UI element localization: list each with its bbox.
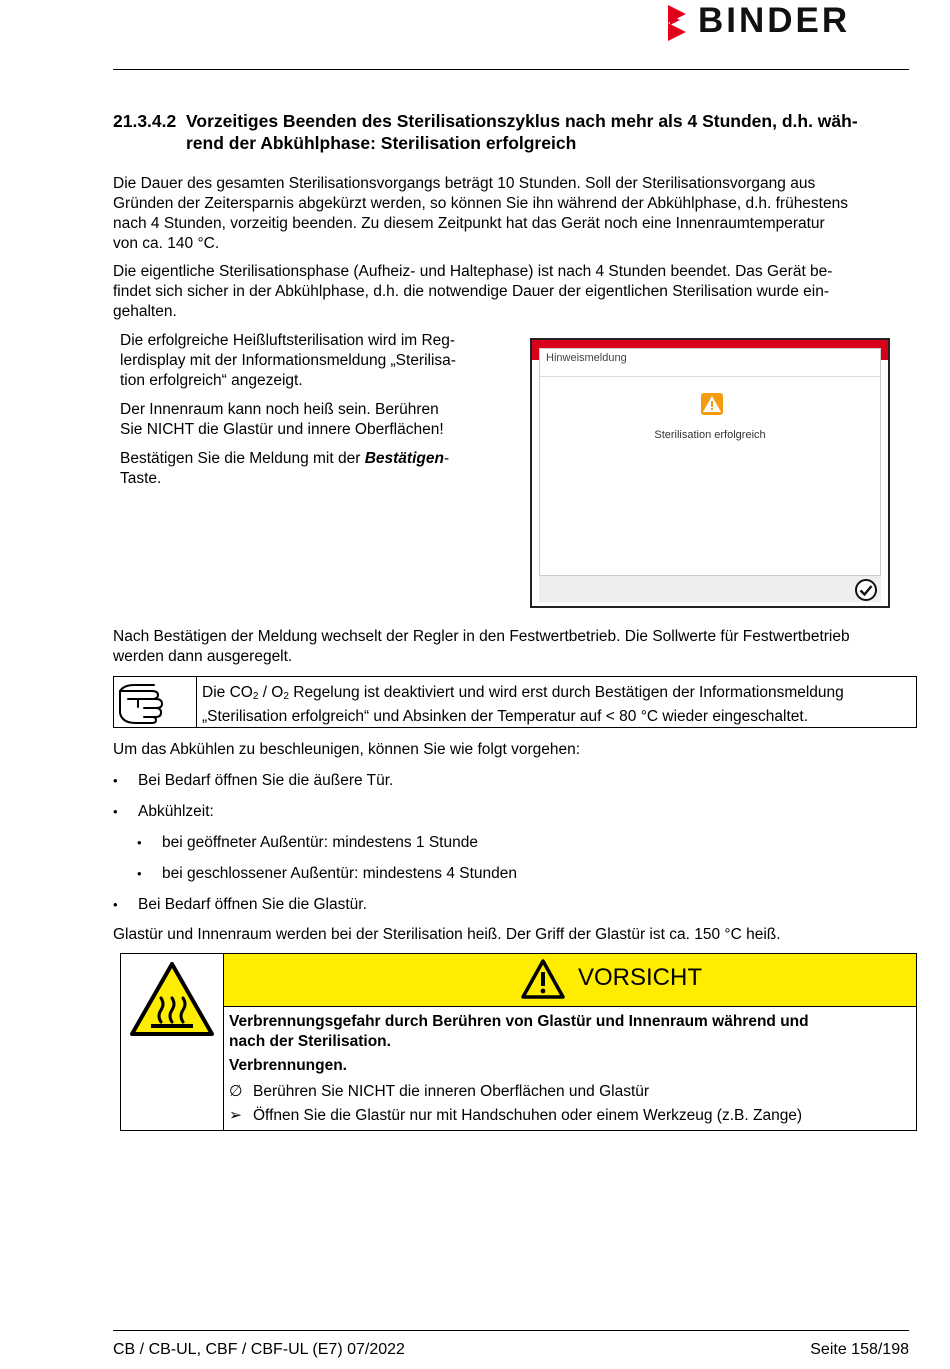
binder-logo-mark-icon <box>666 5 690 41</box>
header-divider <box>113 69 909 70</box>
sub-list-item <box>137 864 517 884</box>
paragraph-duration <box>113 174 909 254</box>
text-line: tion erfolgreich“ angezeigt. <box>120 372 303 389</box>
text-line: „Sterilisation erfolgreich“ und Absinken der Temperatur auf < 80 °C wieder eingeschaltet. <box>202 708 809 725</box>
list-item-text: bei geschlossener Außentür: mindestens 4 Stunden <box>162 865 518 882</box>
footer-page-number: Seite 158/198 <box>810 1341 909 1358</box>
text-segment: Regelung ist deaktiviert und wird erst durch Bestätigen der Informationsmeldung <box>288 684 844 701</box>
list-item-text: Bei Bedarf öffnen Sie die äußere Tür. <box>138 772 394 789</box>
list-item <box>113 802 214 822</box>
text-line: nach 4 Stunden, vorzeitig beenden. Zu diesem Zeitpunkt hat das Gerät noch eine Innenraumtemperatur <box>113 215 825 232</box>
prohibition-icon: ∅ <box>229 1082 243 1100</box>
warning-icon <box>701 393 723 415</box>
text-line: Der Innenraum kann noch heiß sein. Berühren <box>120 401 439 418</box>
confirm-key-name: Bestätigen <box>364 450 444 467</box>
text-line: Die erfolgreiche Heißluftsterilisation wird im Reg- <box>120 332 456 349</box>
text-line: Gründen der Zeitersparnis abgekürzt werden, so können Sie ihn während der Abkühlphase, d.h. frühestens <box>113 195 848 212</box>
dialog-title: Hinweismeldung <box>546 352 627 364</box>
text-line: nach der Sterilisation. <box>229 1032 391 1050</box>
checkmark-circle-icon[interactable] <box>854 578 878 607</box>
message-dialog <box>539 348 881 576</box>
list-item <box>113 771 393 791</box>
caution-body <box>229 1012 906 1126</box>
caution-label: VORSICHT <box>578 964 703 991</box>
instruction-column <box>120 331 488 498</box>
prohibition-item <box>229 1082 906 1102</box>
subscript: 2 <box>252 691 259 702</box>
brand-name: BINDER <box>698 1 851 40</box>
arrow-bullet-icon: ➢ <box>229 1107 242 1124</box>
text-line: Sie NICHT die Glastür und innere Oberflächen! <box>120 421 444 438</box>
paragraph-after-confirm <box>113 627 909 667</box>
confirm-paragraph <box>120 449 488 489</box>
list-item-text: Abkühlzeit: <box>138 803 214 820</box>
text-segment: Bestätigen Sie die Meldung mit der <box>120 450 365 467</box>
hot-warning-paragraph <box>120 400 488 440</box>
bullet: • <box>137 866 142 881</box>
list-item <box>113 895 367 915</box>
text-line: lerdisplay mit der Informationsmeldung „Sterilisa- <box>120 352 456 369</box>
cooling-intro: Um das Abkühlen zu beschleunigen, können Sie wie folgt vorgehen: <box>113 741 581 758</box>
warning-triangle-icon <box>520 958 566 1000</box>
sub-list-item <box>137 833 478 853</box>
caution-banner <box>224 954 916 1007</box>
list-item-text: Bei Bedarf öffnen Sie die Glastür. <box>138 896 367 913</box>
text-segment: / O <box>258 684 284 701</box>
cooling-outro: Glastür und Innenraum werden bei der Sterilisation heiß. Der Griff der Glastür ist ca. 150 °C heiß. <box>113 926 781 943</box>
dialog-message: Sterilisation erfolgreich <box>654 429 766 441</box>
action-text: Öffnen Sie die Glastür nur mit Handschuhen oder einem Werkzeug (z.B. Zange) <box>253 1107 803 1124</box>
pointing-hand-icon <box>114 677 197 727</box>
bullet: • <box>113 804 118 819</box>
hazard-text <box>229 1012 906 1051</box>
subscript: 2 <box>283 691 289 702</box>
bullet: • <box>113 773 118 788</box>
text-line: findet sich sicher in der Abkühlphase, d.h. die notwendige Dauer der eigentlichen Sterilisation wurde ein- <box>113 283 830 300</box>
action-item <box>229 1106 906 1126</box>
caution-box <box>120 953 917 1131</box>
section-number: 21.3.4.2 <box>113 111 177 131</box>
footer-document-id: CB / CB-UL, CBF / CBF-UL (E7) 07/2022 <box>113 1341 405 1358</box>
footer-divider <box>113 1330 909 1331</box>
text-segment: - <box>443 450 450 467</box>
paragraph-sterilisation-phase <box>113 262 909 322</box>
section-title-line2: rend der Abkühlphase: Sterilisation erfolgreich <box>186 133 577 153</box>
note-text <box>202 683 910 727</box>
list-item-text: bei geöffneter Außentür: mindestens 1 Stunde <box>162 834 478 851</box>
text-line: Verbrennungsgefahr durch Berühren von Glastür und Innenraum während und <box>229 1013 809 1030</box>
prohibition-text: Berühren Sie NICHT die inneren Oberflächen und Glastür <box>253 1082 650 1100</box>
info-paragraph <box>120 331 488 391</box>
dialog-footer <box>539 575 881 602</box>
section-heading <box>113 110 918 154</box>
text-line: Nach Bestätigen der Meldung wechselt der Regler in den Festwertbetrieb. Die Sollwerte für Festwertbetrieb <box>113 628 850 645</box>
bullet: • <box>113 897 118 912</box>
text-line: von ca. 140 °C. <box>113 235 220 252</box>
dialog-title-divider <box>540 376 880 377</box>
text-line: Die Dauer des gesamten Sterilisationsvorgangs beträgt 10 Stunden. Soll der Sterilisationsvorgang aus <box>113 175 816 192</box>
hot-surface-warning-icon <box>121 958 223 1058</box>
controller-display <box>530 338 890 608</box>
hot-surface-sign <box>121 954 224 1130</box>
note-box <box>113 676 917 728</box>
binder-logo <box>666 1 916 41</box>
text-line: werden dann ausgeregelt. <box>113 648 293 665</box>
text-line: Die eigentliche Sterilisationsphase (Aufheiz- und Haltephase) ist nach 4 Stunden beendet. Das Gerät be- <box>113 263 833 280</box>
text-segment: Die CO <box>202 684 253 701</box>
section-title-line1: Vorzeitiges Beenden des Sterilisationszyklus nach mehr als 4 Stunden, d.h. wäh- <box>186 111 858 131</box>
text-line: Taste. <box>120 470 162 487</box>
bullet: • <box>137 835 142 850</box>
text-line: gehalten. <box>113 303 177 320</box>
consequence-text: Verbrennungen. <box>229 1057 347 1074</box>
